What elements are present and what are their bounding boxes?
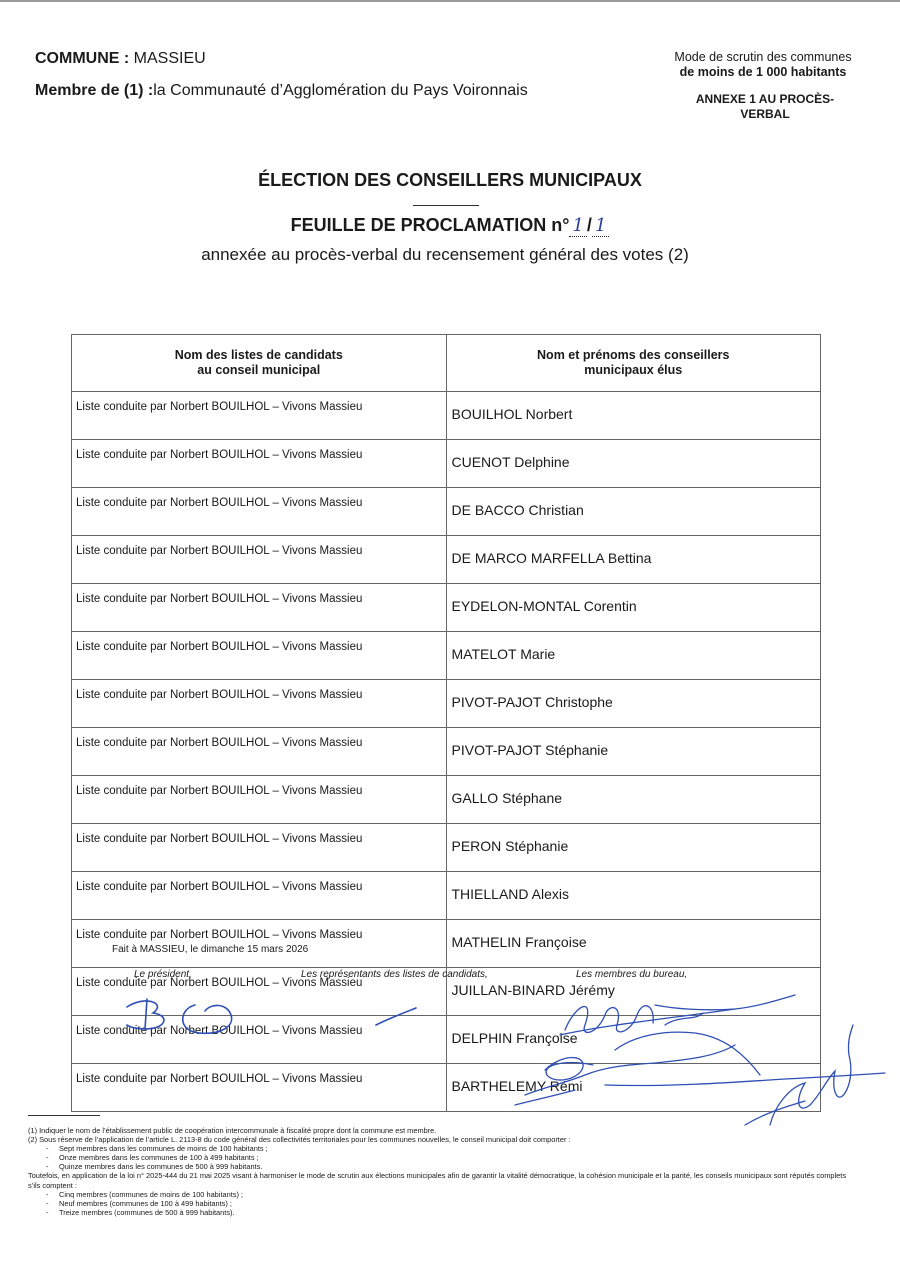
list-cell: Liste conduite par Norbert BOUILHOL – Vivons Massieu <box>72 680 447 728</box>
footnote-2-item-text: Quinze membres dans les communes de 500 à 999 habitants. <box>59 1162 263 1172</box>
fait-a: Fait à MASSIEU, le dimanche 15 mars 2026 <box>112 944 309 955</box>
footnote-rule <box>28 1115 100 1116</box>
toutefois-item-text: Treize membres (communes de 500 à 999 habitants). <box>59 1207 235 1217</box>
elected-name-cell: MATELOT Marie <box>446 632 821 680</box>
scrutin-mode <box>668 50 858 80</box>
bureau-label: Les membres du bureau, <box>576 969 688 980</box>
feuille-title <box>0 215 900 237</box>
footnote-2-item-text: Onze membres dans les communes de 100 à 499 habitants ; <box>59 1153 259 1163</box>
elected-name-cell: GALLO Stéphane <box>446 776 821 824</box>
list-cell: Liste conduite par Norbert BOUILHOL – Vivons Massieu <box>72 440 447 488</box>
commune-value: MASSIEU <box>133 50 206 67</box>
elected-name-cell: BARTHELEMY Rémi <box>446 1064 821 1112</box>
toutefois-item <box>28 1199 848 1208</box>
elected-name-cell: JUILLAN-BINARD Jérémy <box>446 968 821 1016</box>
list-cell: Liste conduite par Norbert BOUILHOL – Vivons Massieu <box>72 1016 447 1064</box>
representants-label: Les représentants des listes de candidats, <box>301 969 488 980</box>
feuille-number: 1 <box>569 215 586 237</box>
footnote-toutefois: Toutefois, en application de la loi n° 2025-444 du 21 mai 2025 visant à harmoniser le mode de scrutin aux élections municipales afin de garantir la vitalité démocratique, la cohésion municipale et la parité, les conseils municipaux sont réputés complets s’ils comptent : <box>28 1171 847 1190</box>
list-cell: Liste conduite par Norbert BOUILHOL – Vivons Massieu <box>72 536 447 584</box>
toutefois-item <box>28 1190 848 1199</box>
footnote-2-item <box>28 1162 848 1171</box>
table-row <box>72 776 821 824</box>
title-separator <box>413 205 479 206</box>
elected-name-cell: EYDELON-MONTAL Corentin <box>446 584 821 632</box>
elected-name-cell: CUENOT Delphine <box>446 440 821 488</box>
footnote-2-item-text: Sept membres dans les communes de moins de 100 habitants ; <box>59 1144 268 1154</box>
footnote-2-item <box>28 1144 848 1153</box>
membre-label: Membre de (1) : <box>35 82 154 99</box>
president-label: Le président, <box>134 969 192 980</box>
table-row <box>72 392 821 440</box>
feuille-total: 1 <box>592 215 609 237</box>
table-row <box>72 440 821 488</box>
elected-name-cell: DE MARCO MARFELLA Bettina <box>446 536 821 584</box>
commune-label: COMMUNE <box>35 50 120 67</box>
table-row <box>72 872 821 920</box>
elected-name-cell: PIVOT-PAJOT Stéphanie <box>446 728 821 776</box>
table-row <box>72 584 821 632</box>
elected-name-cell: BOUILHOL Norbert <box>446 392 821 440</box>
feuille-label: FEUILLE DE PROCLAMATION n° <box>290 215 570 235</box>
representant-signature <box>370 1000 430 1030</box>
elected-name-cell: PIVOT-PAJOT Christophe <box>446 680 821 728</box>
list-cell: Liste conduite par Norbert BOUILHOL – Vivons Massieu <box>72 584 447 632</box>
list-cell: Liste conduite par Norbert BOUILHOL – Vivons Massieu <box>72 920 447 968</box>
elected-name-cell: PERON Stéphanie <box>446 824 821 872</box>
feuille-sep: / <box>586 215 592 235</box>
elected-name-cell: DE BACCO Christian <box>446 488 821 536</box>
header-elected-line2: municipaux élus <box>584 363 683 377</box>
table-row <box>72 536 821 584</box>
commune-line: COMMUNE : MASSIEU <box>35 50 206 67</box>
president-signature <box>115 985 245 1045</box>
toutefois-item-text: Cinq membres (communes de moins de 100 habitants) ; <box>59 1189 244 1199</box>
list-cell: Liste conduite par Norbert BOUILHOL – Vivons Massieu <box>72 776 447 824</box>
list-cell: Liste conduite par Norbert BOUILHOL – Vivons Massieu <box>72 1064 447 1112</box>
table-row <box>72 488 821 536</box>
table-header-row <box>72 335 821 392</box>
annexee-subtitle: annexée au procès-verbal du recensement général des votes (2) <box>201 245 689 264</box>
toutefois-item <box>28 1208 848 1217</box>
list-cell: Liste conduite par Norbert BOUILHOL – Vivons Massieu <box>72 872 447 920</box>
table-row <box>72 728 821 776</box>
table-row <box>72 632 821 680</box>
footnote-1: (1) Indiquer le nom de l’établissement public de coopération intercommunale à fiscalité propre dont la commune est membre. <box>28 1126 437 1135</box>
table-row <box>72 824 821 872</box>
footnotes <box>28 1126 848 1217</box>
membre-line <box>35 82 528 100</box>
header-elected-line1: Nom et prénoms des conseillers <box>537 348 730 362</box>
bureau-signatures <box>505 975 890 1145</box>
header-elected <box>446 335 821 392</box>
footnote-2-item <box>28 1153 848 1162</box>
elected-name-cell: MATHELIN Françoise <box>446 920 821 968</box>
annexe-label: ANNEXE 1 AU PROCÈS-VERBAL <box>695 92 835 121</box>
header-lists-line2: au conseil municipal <box>197 363 321 377</box>
list-cell: Liste conduite par Norbert BOUILHOL – Vivons Massieu <box>72 632 447 680</box>
list-cell: Liste conduite par Norbert BOUILHOL – Vivons Massieu <box>72 728 447 776</box>
scrutin-mode-line1: Mode de scrutin des communes <box>674 50 852 64</box>
list-cell: Liste conduite par Norbert BOUILHOL – Vivons Massieu <box>72 488 447 536</box>
membre-value: la Communauté d’Agglomération du Pays Voironnais <box>153 82 528 99</box>
header-lists-line1: Nom des listes de candidats <box>174 348 343 362</box>
list-cell: Liste conduite par Norbert BOUILHOL – Vivons Massieu <box>72 824 447 872</box>
scan-top-edge <box>0 0 900 2</box>
footnote-2: (2) Sous réserve de l’application de l’article L. 2113-8 du code général des collectivités territoriales pour les communes nouvelles, le conseil municipal doit comporter : <box>28 1135 571 1145</box>
document-title: ÉLECTION DES CONSEILLERS MUNICIPAUX <box>258 170 642 190</box>
table-row <box>72 680 821 728</box>
elected-name-cell: DELPHIN Françoise <box>446 1016 821 1064</box>
elected-name-cell: THIELLAND Alexis <box>446 872 821 920</box>
header-lists <box>72 335 447 392</box>
list-cell: Liste conduite par Norbert BOUILHOL – Vivons Massieu <box>72 392 447 440</box>
list-cell: Liste conduite par Norbert BOUILHOL – Vivons Massieu <box>72 968 447 1016</box>
toutefois-item-text: Neuf membres (communes de 100 à 499 habitants) ; <box>59 1198 232 1208</box>
scrutin-mode-line2: de moins de 1 000 habitants <box>679 65 847 79</box>
